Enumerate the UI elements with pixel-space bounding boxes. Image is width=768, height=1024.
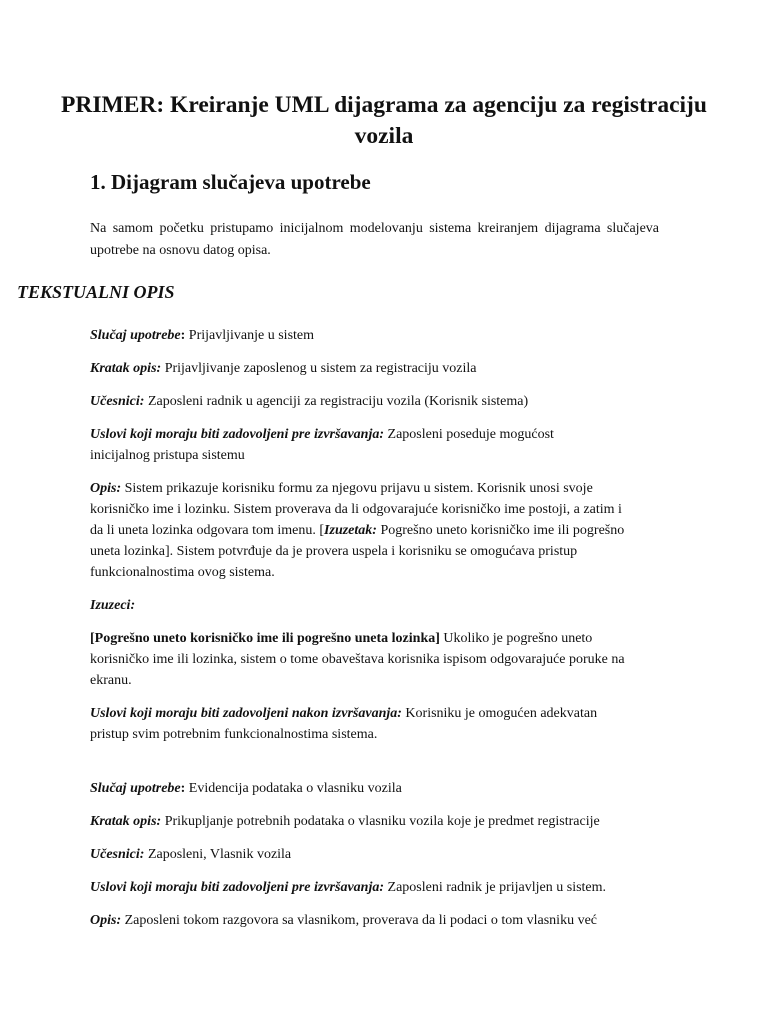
- short-description-value: Prikupljanje potrebnih podataka o vlasniku vozila koje je predmet registracije: [161, 814, 600, 829]
- section-heading-use-case-diagram: 1. Dijagram slučajeva upotrebe: [90, 170, 371, 194]
- exception-row: [90, 628, 670, 691]
- intro-paragraph: Na samom početku pristupamo inicijalnom modelovanju sistema kreiranjem dijagrama slučajeva upotrebe na osnovu datog opisa.: [90, 221, 659, 258]
- participants-value: Zaposleni radnik u agenciji za registraciju vozila (Korisnik sistema): [144, 394, 529, 409]
- exception-title: [Pogrešno uneto korisničko ime ili pogrešno uneta lozinka]: [90, 631, 440, 646]
- preconditions-row: [90, 877, 670, 898]
- description-line: da li uneta lozinka odgovara tom imenu. [: [90, 523, 325, 538]
- short-description-row: [90, 811, 670, 832]
- short-description-label: Kratak opis:: [90, 814, 162, 829]
- use-case-name-row: [90, 778, 670, 799]
- preconditions-value: Zaposleni radnik je prijavljen u sistem.: [384, 880, 607, 895]
- description-line: Zaposleni tokom razgovora sa vlasnikom, proverava da li podaci o tom vlasniku već: [121, 913, 597, 928]
- preconditions-value: Zaposleni poseduje mogućost: [384, 427, 554, 442]
- description-row: [90, 910, 670, 931]
- postconditions-value: Korisniku je omogućen adekvatan: [401, 706, 598, 721]
- description-row: [90, 478, 670, 583]
- participants-row: [90, 844, 670, 865]
- use-case-value: Evidencija podataka o vlasniku vozila: [185, 781, 402, 796]
- use-case-colon: :: [180, 328, 186, 343]
- description-line: Pogrešno uneto korisničko ime ili pogrešno: [376, 523, 625, 538]
- postconditions-row: [90, 703, 670, 745]
- use-case-value: Prijavljivanje u sistem: [185, 328, 315, 343]
- participants-label: Učesnici:: [90, 847, 145, 862]
- description-line: korisničko ime i lozinku. Sistem proverava da li odgovarajuće korisničko ime postoji, a zatim i: [90, 502, 622, 517]
- preconditions-label: Uslovi koji moraju biti zadovoljeni pre izvršavanja:: [90, 427, 385, 442]
- exception-line: Ukoliko je pogrešno uneto: [439, 631, 593, 646]
- description-label: Opis:: [90, 913, 122, 928]
- description-line: Sistem prikazuje korisniku formu za njegovu prijavu u sistem. Korisnik unosi svoje: [121, 481, 593, 496]
- description-line: uneta lozinka]. Sistem potvrđuje da je provera uspela i korisniku se omogućava pristup: [90, 544, 578, 559]
- document-title: PRIMER: Kreiranje UML dijagrama za agenciju za registraciju vozila: [61, 92, 707, 149]
- postconditions-value-cont: pristup svim potrebnim funkcionalnostima sistema.: [90, 727, 378, 742]
- participants-row: [90, 391, 670, 412]
- short-description-row: [90, 358, 670, 379]
- exceptions-heading-row: [90, 595, 670, 616]
- preconditions-row: [90, 424, 670, 466]
- description-line: funkcionalnostima ovog sistema.: [90, 565, 275, 580]
- use-case-label: Slučaj upotrebe: [90, 781, 181, 796]
- description-label: Opis:: [90, 481, 122, 496]
- section-heading-text-description: TEKSTUALNI OPIS: [17, 282, 175, 302]
- use-case-login: [90, 325, 670, 745]
- preconditions-value-cont: inicijalnog pristupa sistemu: [90, 448, 245, 463]
- short-description-label: Kratak opis:: [90, 361, 162, 376]
- exception-line: korisničko ime ili lozinka, sistem o tome obaveštava korisnika ispisom odgovarajuće poruke na: [90, 652, 625, 667]
- short-description-value: Prijavljivanje zaposlenog u sistem za registraciju vozila: [161, 361, 477, 376]
- exception-line: ekranu.: [90, 673, 132, 688]
- use-case-name-row: [90, 325, 670, 346]
- use-case-owner-records: [90, 778, 670, 931]
- participants-value: Zaposleni, Vlasnik vozila: [144, 847, 292, 862]
- inline-exception-label: Izuzetak:: [324, 523, 377, 538]
- use-case-colon: :: [180, 781, 186, 796]
- participants-label: Učesnici:: [90, 394, 145, 409]
- preconditions-label: Uslovi koji moraju biti zadovoljeni pre izvršavanja:: [90, 880, 385, 895]
- exceptions-label: Izuzeci:: [90, 598, 136, 613]
- use-case-label: Slučaj upotrebe: [90, 328, 181, 343]
- postconditions-label: Uslovi koji moraju biti zadovoljeni nakon izvršavanja:: [90, 706, 402, 721]
